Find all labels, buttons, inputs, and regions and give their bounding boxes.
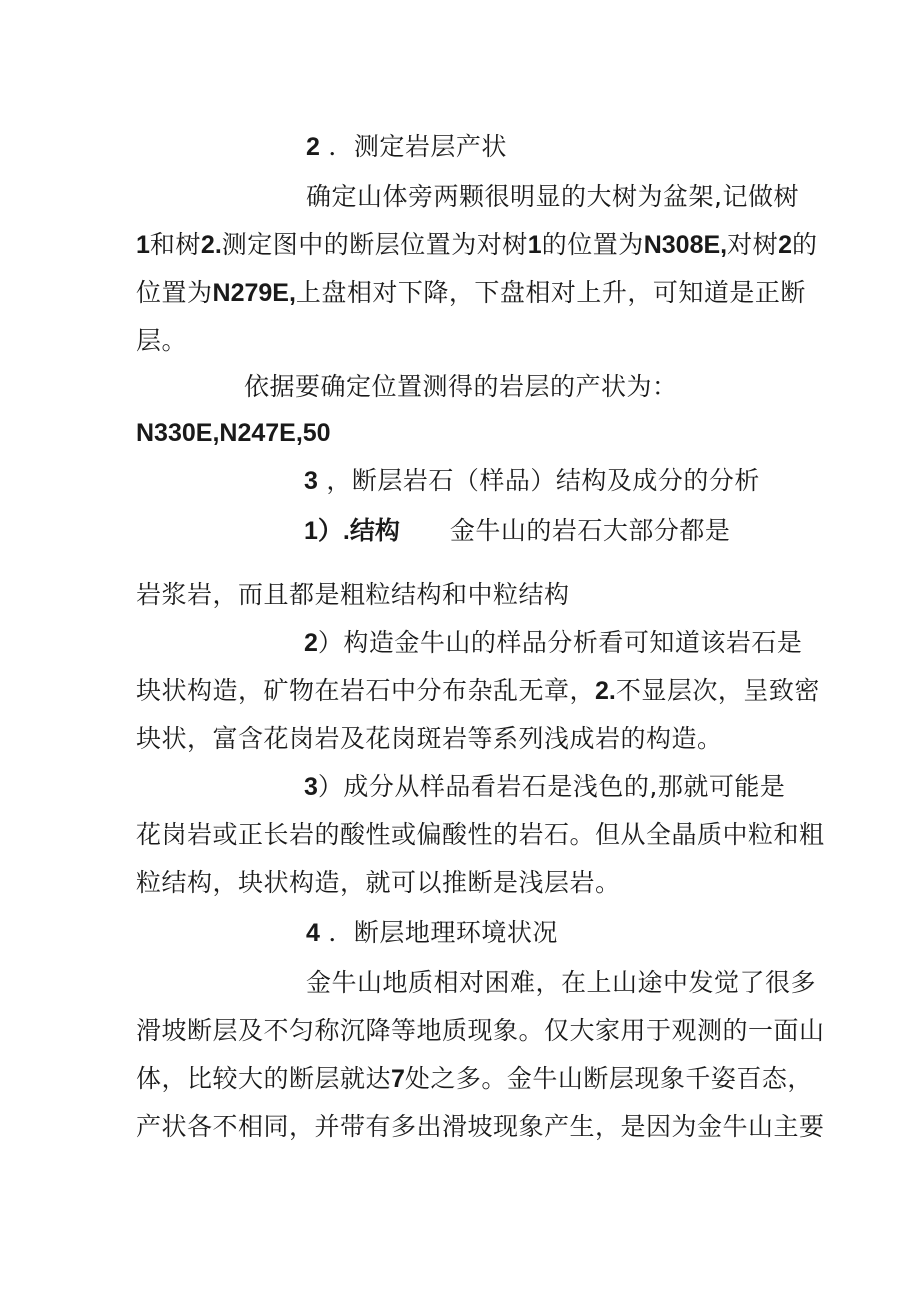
paragraph-line bbox=[136, 674, 820, 708]
subsection-2-line bbox=[304, 626, 802, 660]
text-run: 粒结构，块状构造，就可以推断是浅层岩。 bbox=[136, 868, 621, 897]
text-run: 对树 bbox=[727, 230, 779, 259]
bold-run: 1 bbox=[527, 231, 542, 259]
paragraph-line bbox=[306, 180, 799, 214]
subsection-2-number: 2 bbox=[304, 629, 318, 657]
section-4-number: 4 bbox=[306, 919, 320, 947]
text-run: 依据要确定位置测得的岩层的产状为： bbox=[244, 372, 678, 401]
text-run: ）成分从样品看岩石是浅色的,那就可能是 bbox=[317, 772, 786, 801]
text-run: 不显层次，呈致密 bbox=[615, 676, 820, 705]
bold-run: 2 bbox=[778, 231, 793, 259]
text-run: 花岗岩或正长岩的酸性或偏酸性的岩石。但从全晶质中粒和粗 bbox=[136, 820, 825, 849]
paragraph-line bbox=[306, 966, 816, 1000]
section-4-title: ．断层地理环境状况 bbox=[328, 918, 558, 947]
subsection-3-number: 3 bbox=[304, 773, 318, 801]
text-run: 体，比较大的断层就达 bbox=[136, 1064, 392, 1093]
text-run: 上盘相对下降，下盘相对上升，可知道是正断 bbox=[295, 278, 806, 307]
paragraph-line bbox=[136, 722, 723, 756]
text-run: 的位置为 bbox=[541, 230, 644, 259]
paragraph-line bbox=[136, 866, 621, 900]
bold-run: N308E, bbox=[643, 231, 728, 259]
section-2-heading bbox=[306, 130, 507, 164]
section-3-title: ，断层岩石（样品）结构及成分的分析 bbox=[326, 466, 760, 495]
paragraph-line bbox=[136, 416, 331, 450]
text-run: 金牛山地质相对困难，在上山途中发觉了很多 bbox=[306, 968, 817, 997]
text-run: 处之多。金牛山断层现象千姿百态， bbox=[404, 1064, 813, 1093]
section-3-number: 3 bbox=[304, 467, 318, 495]
text-run: 测定图中的断层位置为对树 bbox=[221, 230, 528, 259]
section-2-number: 2 bbox=[306, 133, 320, 161]
bold-run: 2. bbox=[200, 231, 222, 259]
section-4-heading bbox=[306, 916, 558, 950]
bold-run: N279E, bbox=[212, 279, 296, 307]
text-run: 确定山体旁两颗很明显的大树为盆架,记做树 bbox=[306, 182, 799, 211]
text-run: 位置为 bbox=[136, 278, 213, 307]
paragraph-line bbox=[136, 324, 187, 358]
text-run: 金牛山的岩石大部分都是 bbox=[449, 516, 731, 545]
section-2-title: ．测定岩层产状 bbox=[328, 132, 507, 161]
attitude-values: N330E,N247E,50 bbox=[136, 419, 331, 447]
bold-run: 7 bbox=[391, 1065, 405, 1093]
bold-run: 2. bbox=[595, 677, 616, 705]
paragraph-line bbox=[244, 370, 678, 404]
subsection-1-label: ）.结构 bbox=[317, 517, 400, 545]
text-run: 滑坡断层及不匀称沉降等地质现象。仅大家用于观测的一面山 bbox=[136, 1016, 825, 1045]
text-run: 块状，富含花岗岩及花岗斑岩等系列浅成岩的构造。 bbox=[136, 724, 723, 753]
paragraph-line bbox=[136, 1062, 813, 1096]
paragraph-line bbox=[136, 1014, 825, 1048]
subsection-3-line bbox=[304, 770, 785, 804]
paragraph-line bbox=[136, 276, 806, 310]
subsection-1-number: 1 bbox=[304, 517, 318, 545]
text-run: ）构造金牛山的样品分析看可知道该岩石是 bbox=[317, 628, 803, 657]
text-run: 和树 bbox=[149, 230, 201, 259]
bold-run: 1 bbox=[136, 231, 150, 259]
paragraph-line bbox=[136, 1110, 825, 1144]
text-run: 的 bbox=[792, 230, 818, 259]
text-run: 块状构造，矿物在岩石中分布杂乱无章， bbox=[136, 676, 596, 705]
text-run: 产状各不相同，并带有多出滑坡现象产生，是因为金牛山主要 bbox=[136, 1112, 825, 1141]
section-3-heading bbox=[304, 464, 760, 498]
paragraph-line bbox=[136, 228, 818, 262]
text-run: 岩浆岩，而且都是粗粒结构和中粒结构 bbox=[136, 580, 570, 609]
paragraph-line bbox=[136, 578, 570, 612]
subsection-1-line bbox=[304, 514, 730, 548]
paragraph-line bbox=[136, 818, 825, 852]
text-run: 层。 bbox=[136, 326, 188, 355]
